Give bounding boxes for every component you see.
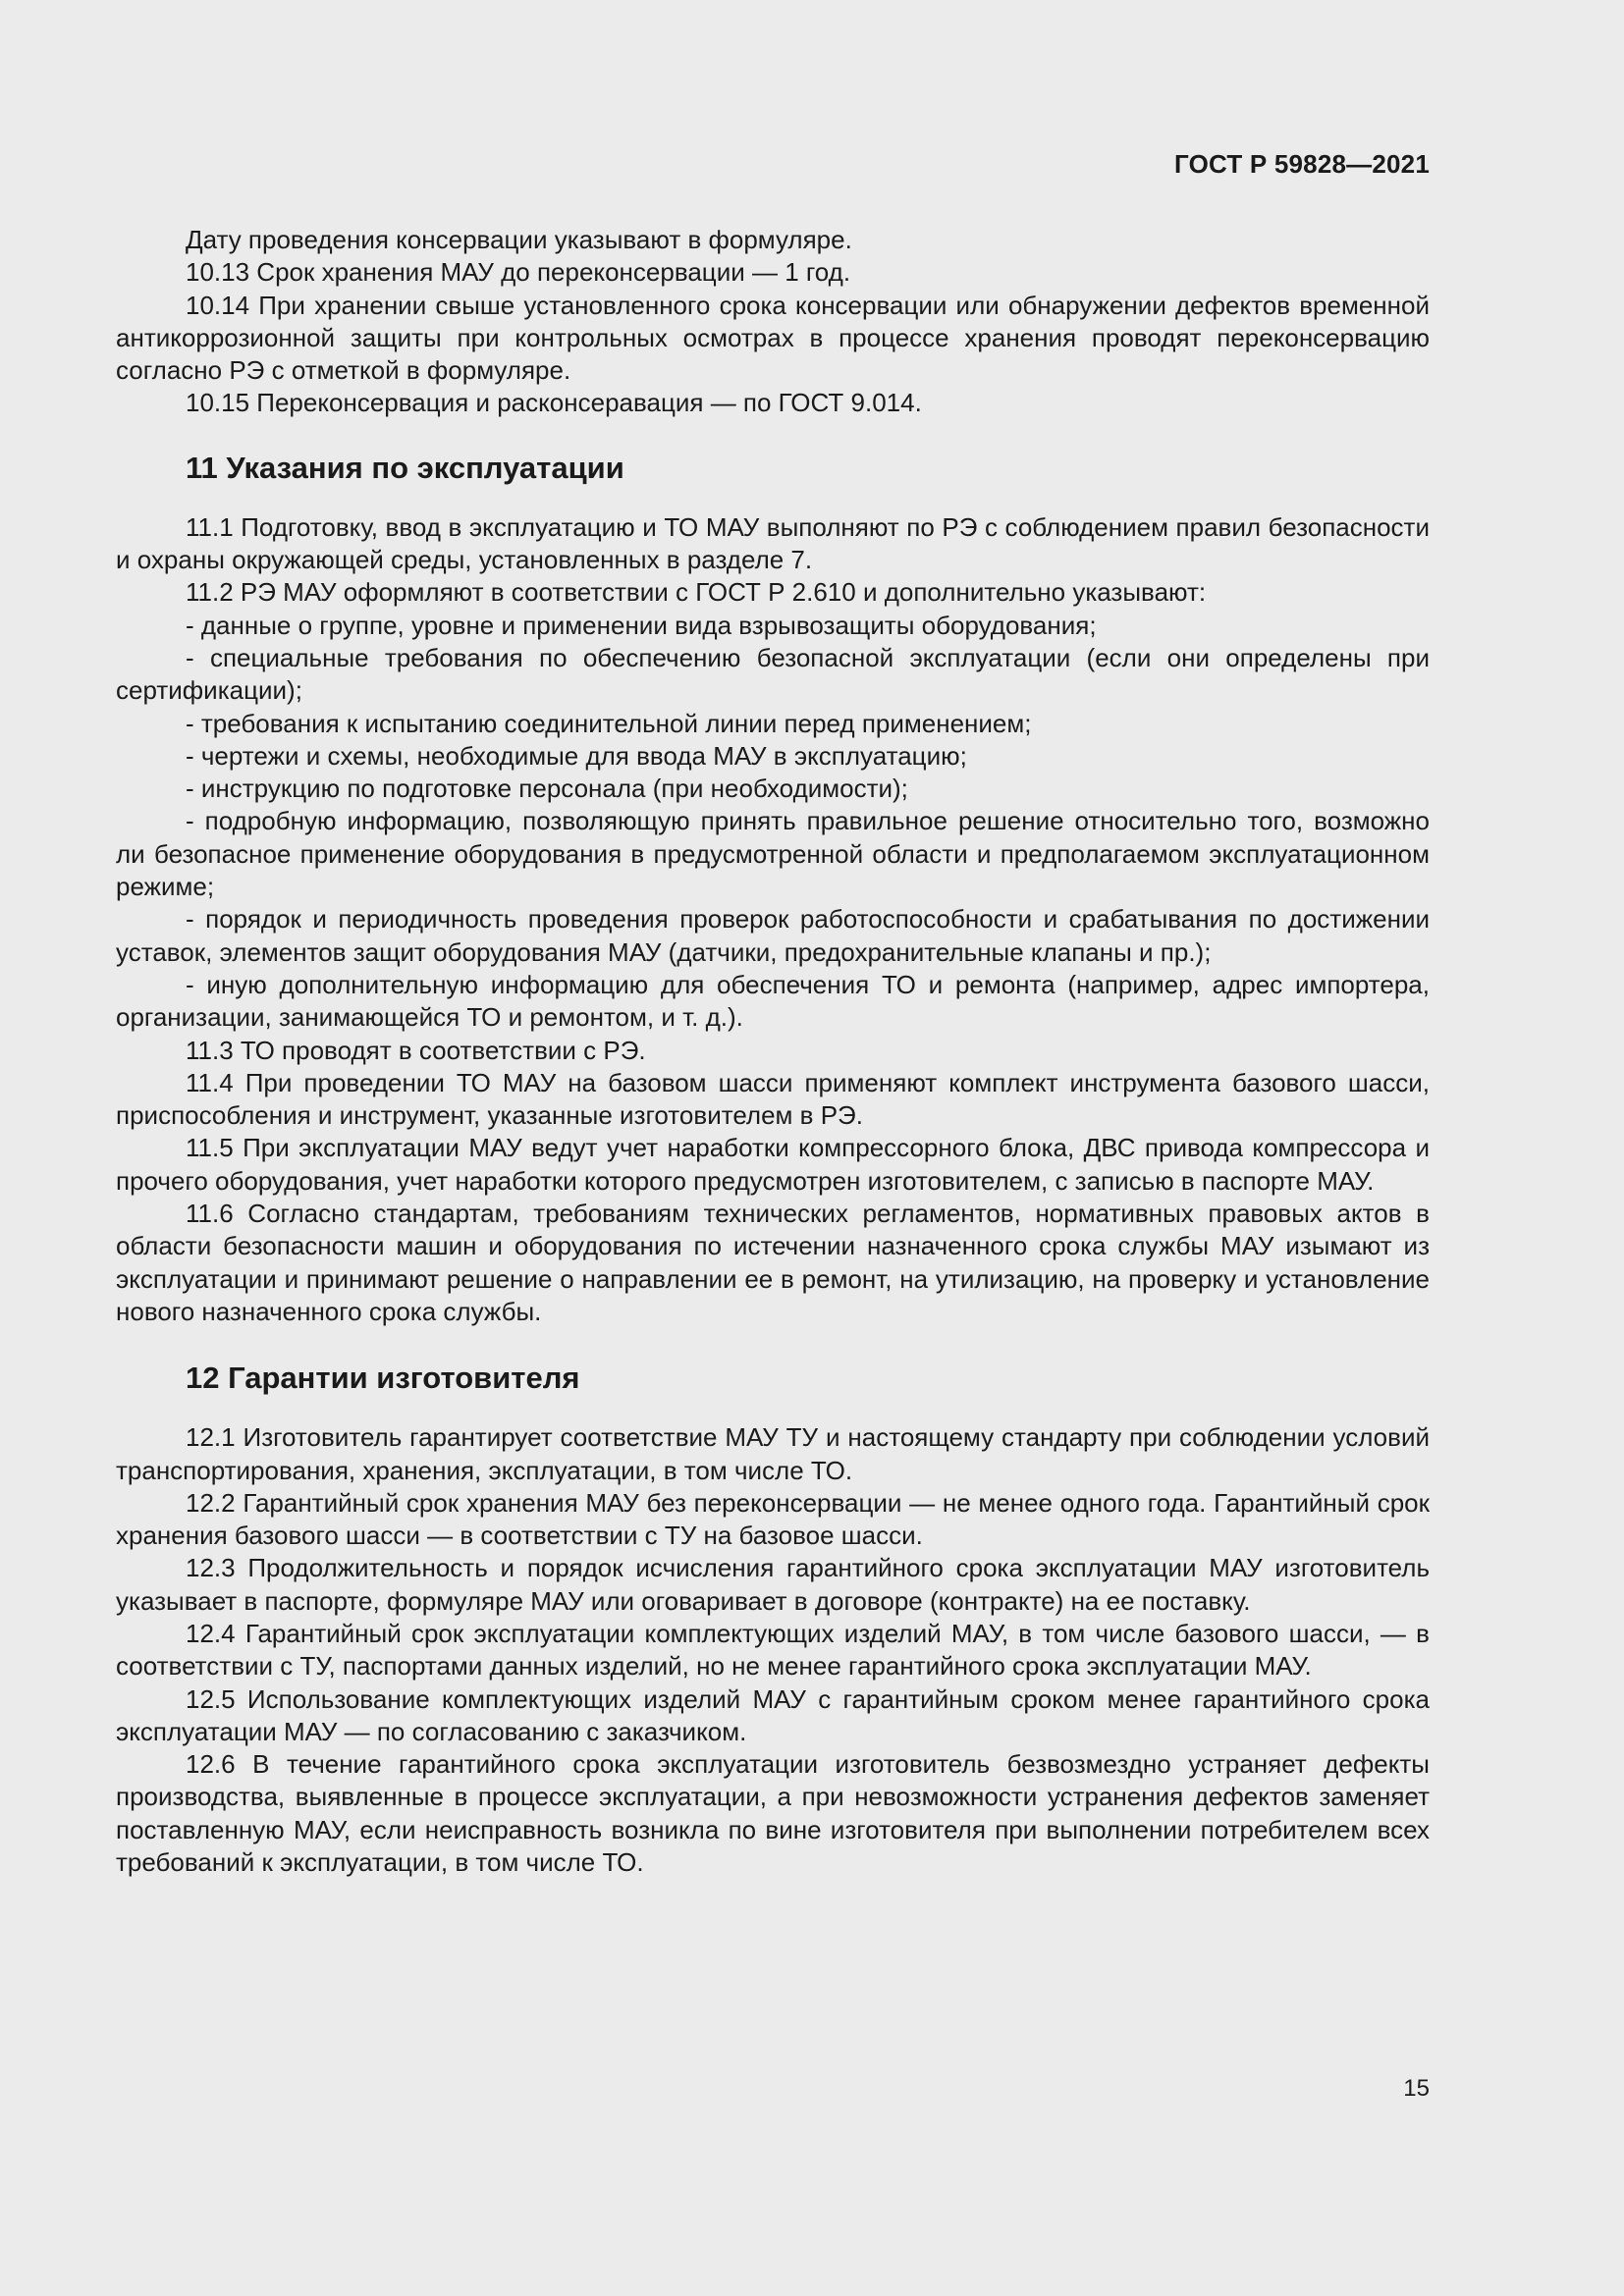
paragraph-11-4: 11.4 При проведении ТО МАУ на базовом шасси применяют комплект инструмента базового шасси, приспособления и инструмент, указанные изготовителем в РЭ. (116, 1067, 1430, 1131)
paragraph-12-4: 12.4 Гарантийный срок эксплуатации комплектующих изделий МАУ, в том числе базового шасси, — в соответствии с ТУ, паспортами данных изделий, но не менее гарантийного срока эксплуатации МАУ. (116, 1618, 1430, 1682)
paragraph-11-2: 11.2 РЭ МАУ оформляют в соответствии с ГОСТ Р 2.610 и дополнительно указывают: (186, 577, 1207, 608)
paragraph-11-3: 11.3 ТО проводят в соответствии с РЭ. (186, 1035, 646, 1065)
paragraph: Дату проведения консервации указывают в формуляре. (186, 225, 852, 254)
paragraph-11-5: 11.5 При эксплуатации МАУ ведут учет наработки компрессорного блока, ДВС привода компрессора и прочего оборудования, учет наработки которого предусмотрен изготовителем, с записью в паспорте МАУ. (116, 1133, 1430, 1196)
list-item: - требования к испытанию соединительной линии перед применением; (186, 708, 1032, 738)
paragraph-10-15: 10.15 Переконсервация и расконсеравация — по ГОСТ 9.014. (186, 388, 922, 418)
document-code-header: ГОСТ Р 59828—2021 (1174, 149, 1430, 179)
paragraph-12-5: 12.5 Использование комплектующих изделий МАУ с гарантийным сроком менее гарантийного срока эксплуатации МАУ — по согласованию с заказчиком. (116, 1683, 1430, 1746)
page-body (116, 224, 1430, 1879)
list-item: - специальные требования по обеспечению безопасной эксплуатации (если они определены при сертификации); (116, 642, 1430, 706)
section-12-heading: 12 Гарантии изготовителя (186, 1361, 580, 1396)
list-item: - иную дополнительную информацию для обеспечения ТО и ремонта (например, адрес импортера, организации, занимающейся ТО и ремонтом, и т. д.). (116, 969, 1430, 1033)
list-item: - порядок и периодичность проведения проверок работоспособности и срабатывания по достижении уставок, элементов защит оборудования МАУ (датчики, предохранительные клапаны и пр.); (116, 904, 1430, 967)
section-11-heading: 11 Указания по эксплуатации (186, 450, 624, 485)
paragraph-12-6: 12.6 В течение гарантийного срока эксплуатации изготовитель безвозмездно устраняет дефекты производства, выявленные в процессе эксплуатации, а при невозможности устранения дефектов заменяет поставленную МАУ, если неисправность возникла по вине изготовителя при выполнении потребителем всех требований к эксплуатации, в том числе ТО. (116, 1749, 1430, 1878)
paragraph-11-1: 11.1 Подготовку, ввод в эксплуатацию и ТО МАУ выполняют по РЭ с соблюдением правил безопасности и охраны окружающей среды, установленных в разделе 7. (116, 511, 1430, 575)
page-number: 15 (1403, 2075, 1430, 2102)
paragraph-12-3: 12.3 Продолжительность и порядок исчисления гарантийного срока эксплуатации МАУ изготовитель указывает в паспорте, формуляре МАУ или оговаривает в договоре (контракте) на ее поставку. (116, 1553, 1430, 1616)
paragraph-10-14: 10.14 При хранении свыше установленного срока консервации или обнаружении дефектов временной антикоррозионной защиты при контрольных осмотрах в процессе хранения проводят переконсервацию согласно РЭ с отметкой в формуляре. (116, 290, 1430, 386)
list-item: - подробную информацию, позволяющую принять правильное решение относительно того, возможно ли безопасное применение оборудования в предусмотренной области и предполагаемом эксплуатационном режиме; (116, 806, 1430, 902)
list-item: - данные о группе, уровне и применении вида взрывозащиты оборудования; (186, 610, 1097, 640)
paragraph-12-1: 12.1 Изготовитель гарантирует соответствие МАУ ТУ и настоящему стандарту при соблюдении условий транспортирования, хранения, эксплуатации, в том числе ТО. (116, 1422, 1430, 1485)
paragraph-11-6: 11.6 Согласно стандартам, требованиям технических регламентов, нормативных правовых актов в области безопасности машин и оборудования по истечении назначенного срока службы МАУ изымают из эксплуатации и принимают решение о направлении ее в ремонт, на утилизацию, на проверку и установление нового назначенного срока службы. (116, 1199, 1430, 1326)
list-item: - чертежи и схемы, необходимые для ввода МАУ в эксплуатацию; (186, 740, 967, 771)
paragraph-12-2: 12.2 Гарантийный срок хранения МАУ без переконсервации — не менее одного года. Гарантийный срок хранения базового шасси — в соответствии с ТУ на базовое шасси. (116, 1487, 1430, 1551)
list-item: - инструкцию по подготовке персонала (при необходимости); (186, 774, 908, 804)
paragraph-10-13: 10.13 Срок хранения МАУ до переконсервации — 1 год. (186, 257, 851, 288)
